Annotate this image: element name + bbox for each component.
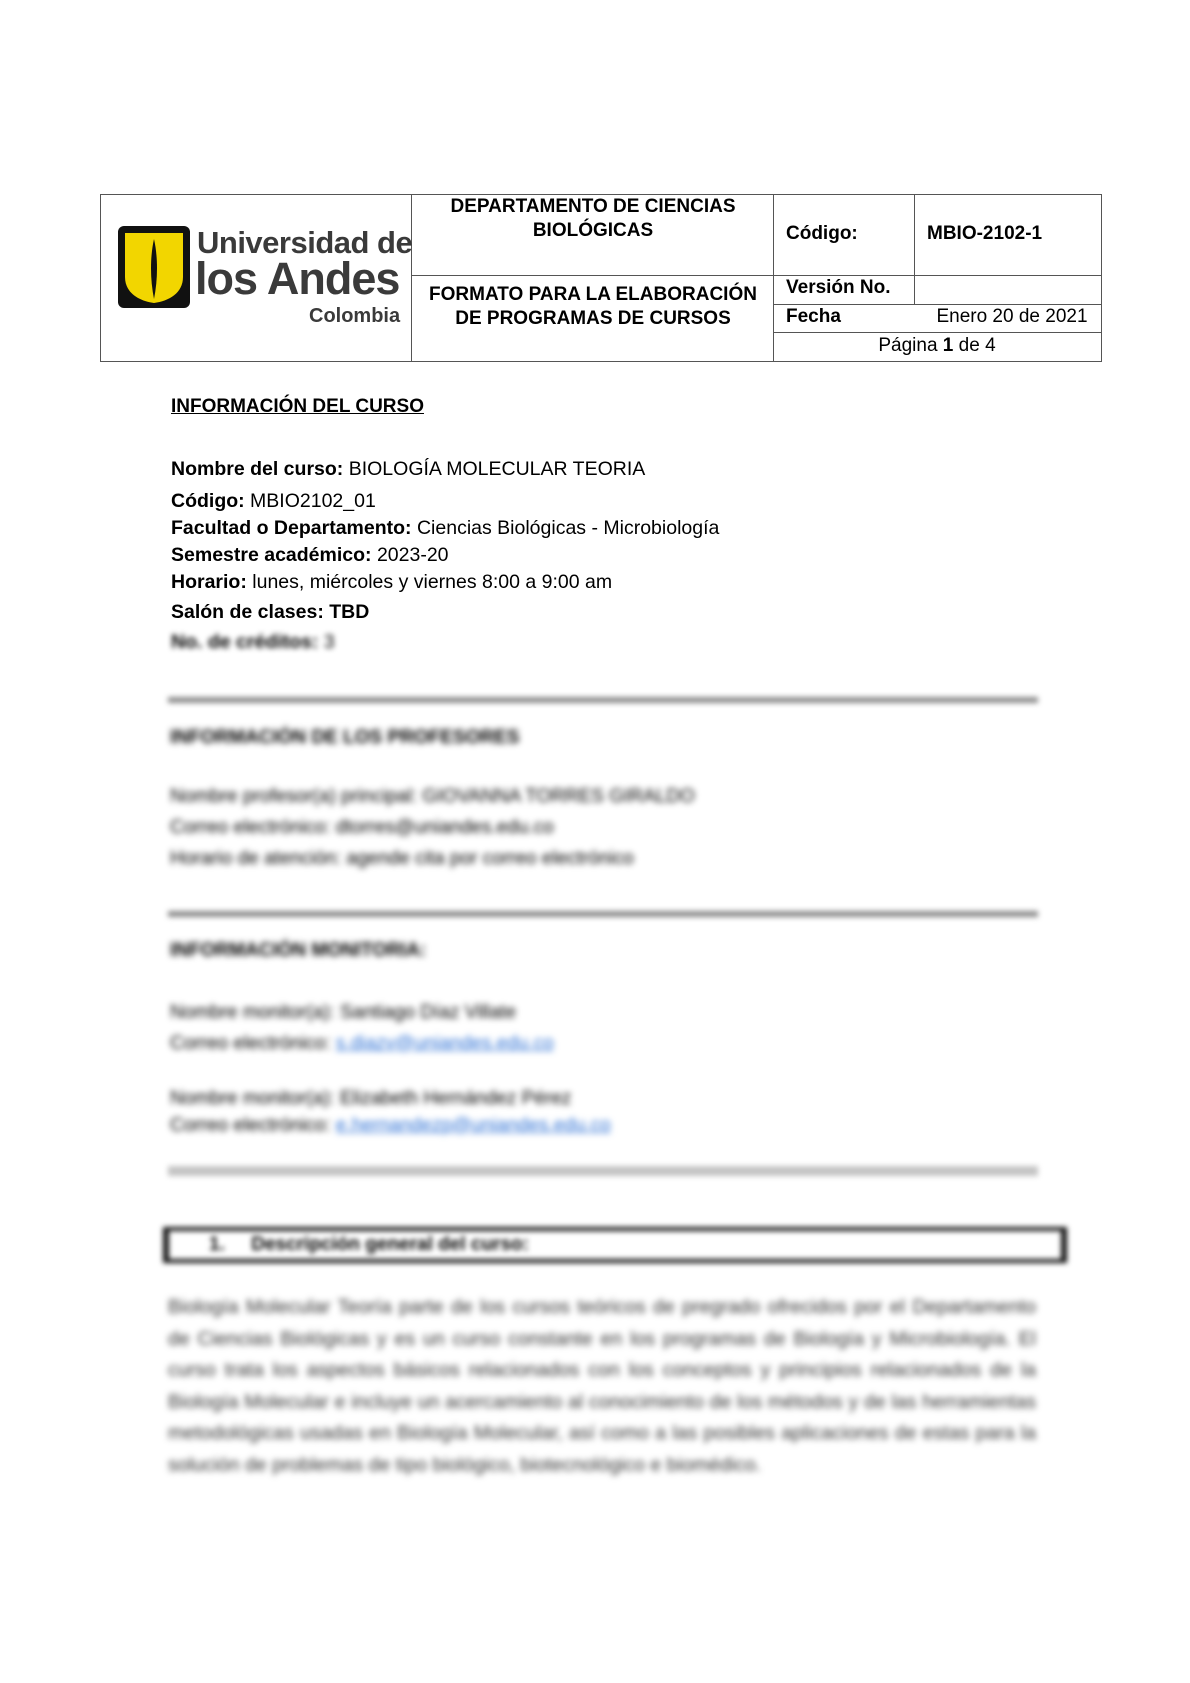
course-faculty-value: Ciencias Biológicas - Microbiología [411, 517, 720, 539]
professor-email: Correo electrónico: dtorres@uniandes.edu.co [170, 817, 554, 838]
course-name-label: Nombre del curso: [171, 458, 344, 480]
course-code-label: Código: [171, 490, 245, 512]
department-title: DEPARTAMENTO DE CIENCIAS BIOLÓGICAS [450, 196, 736, 241]
monitor2-name: Nombre monitor(a): Elizabeth Hernández Pérez [170, 1088, 572, 1109]
course-schedule-value: lunes, miércoles y viernes 8:00 a 9:00 am [246, 571, 613, 593]
course-room [171, 601, 369, 624]
logo-text-line2: los Andes [195, 253, 400, 304]
course-semester [171, 544, 449, 567]
logo-text-line1: Universidad de [197, 225, 413, 260]
document-header-table [100, 194, 1102, 362]
page-of: de [953, 335, 986, 356]
course-code-value: MBIO2102_01 [244, 490, 376, 512]
course-credits-label: No. de créditos: [171, 631, 319, 649]
course-schedule [171, 571, 612, 594]
page-current: 1 [942, 335, 954, 356]
monitor2-email-label: Correo electrónico: [170, 1115, 336, 1136]
page-total: 4 [985, 335, 996, 356]
monitor1-name: Nombre monitor(a): Santiago Díaz Villate [170, 1002, 517, 1023]
monitor2-email-link[interactable]: e.hernandezp@uniandes.edu.co [335, 1115, 611, 1136]
header-divider [773, 332, 1101, 333]
course-name [171, 458, 645, 481]
page-number [773, 335, 1101, 357]
course-credits-value: 3 [318, 631, 335, 649]
course-faculty [171, 517, 719, 540]
course-room-value: TBD [323, 601, 370, 623]
course-semester-value: 2023-20 [371, 544, 449, 566]
course-code [171, 490, 376, 513]
monitor1-email [170, 1033, 554, 1055]
course-schedule-label: Horario: [171, 571, 247, 593]
monitor1-email-link[interactable]: s.diazv@uniandes.edu.co [335, 1033, 554, 1054]
header-divider [411, 275, 1101, 276]
description-heading: 1. Descripción general del curso: [209, 1234, 529, 1255]
section-rule [168, 1166, 1038, 1176]
monitors-title: INFORMACIÓN MONITORIA: [170, 940, 427, 961]
university-logo [117, 223, 413, 333]
fecha-label: Fecha [786, 306, 841, 327]
course-room-label: Salón de clases: [171, 601, 324, 623]
header-divider [411, 195, 412, 361]
page-label: Página [878, 335, 943, 356]
logo-country: Colombia [309, 305, 401, 327]
course-info-title: INFORMACIÓN DEL CURSO [171, 396, 424, 417]
professor-hours: Horario de atención: agende cita por correo electrónico [170, 848, 634, 869]
shield-icon [117, 225, 191, 309]
course-credits [171, 631, 335, 649]
description-heading-box [163, 1227, 1067, 1263]
codigo-value: MBIO-2102-1 [927, 223, 1043, 244]
codigo-label: Código: [786, 223, 858, 244]
monitor2-email [170, 1115, 611, 1137]
description-paragraph: Biología Molecular Teoría parte de los cursos teóricos de pregrado ofrecidos por el Departamento de Ciencias Biológicas y es un curso constante en los programas de Biología y Microbiología. El curso trata los aspectos básicos relacionados con los conceptos y principios relacionados de la Biología Molecular e incluye un acercamiento al conocimiento de los métodos y de las herramientas metodológicas usadas en Biología Molecular, así como a las posibles aplicaciones de estas para la solución de problemas de tipo biológico, biotecnológico e biomédico. [168, 1296, 1036, 1476]
professor-name: Nombre profesor(a) principal: GIOVANNA TORRES GIRALDO [170, 786, 695, 807]
header-divider [914, 195, 915, 305]
version-label: Versión No. [786, 277, 891, 298]
course-semester-label: Semestre académico: [171, 544, 372, 566]
monitor1-email-label: Correo electrónico: [170, 1033, 336, 1054]
section-rule [168, 697, 1038, 703]
section-rule [168, 911, 1038, 917]
professors-title: INFORMACIÓN DE LOS PROFESORES [170, 727, 520, 748]
header-divider [773, 304, 1101, 305]
course-name-value: BIOLOGÍA MOLECULAR TEORIA [343, 458, 646, 480]
course-faculty-label: Facultad o Departamento: [171, 517, 412, 539]
fecha-value: Enero 20 de 2021 [936, 306, 1088, 327]
format-title: FORMATO PARA LA ELABORACIÓN DE PROGRAMAS DE CURSOS [429, 284, 757, 329]
